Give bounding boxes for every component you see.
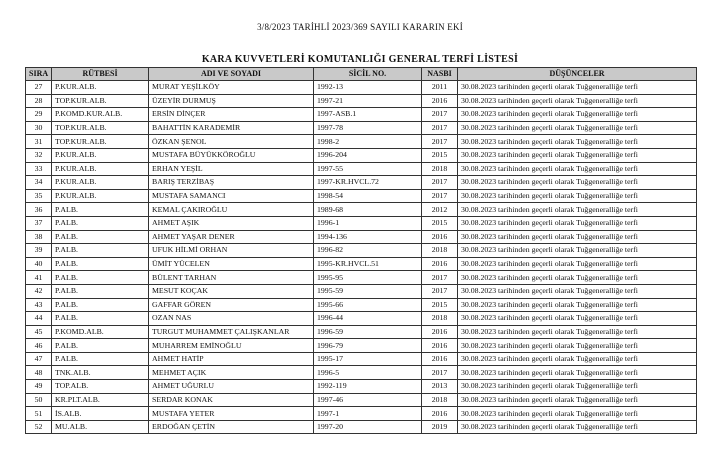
cell-nasbi: 2012 bbox=[422, 203, 458, 217]
column-header-sira: SIRA bbox=[26, 68, 52, 81]
cell-sira: 36 bbox=[26, 203, 52, 217]
cell-nasbi: 2015 bbox=[422, 216, 458, 230]
table-row bbox=[26, 325, 697, 339]
cell-ad-soyad: MURAT YEŞİLKÖY bbox=[149, 81, 314, 95]
table-row bbox=[26, 244, 697, 258]
cell-ad-soyad: TURGUT MUHAMMET ÇALIŞKANLAR bbox=[149, 325, 314, 339]
cell-rutbe: P.ALB. bbox=[52, 312, 149, 326]
cell-sira: 30 bbox=[26, 121, 52, 135]
cell-nasbi: 2017 bbox=[422, 366, 458, 380]
cell-ad-soyad: BAHATTİN KARADEMİR bbox=[149, 121, 314, 135]
cell-sira: 27 bbox=[26, 81, 52, 95]
cell-nasbi: 2017 bbox=[422, 176, 458, 190]
table-row bbox=[26, 366, 697, 380]
cell-sira: 33 bbox=[26, 162, 52, 176]
cell-dusunceler: 30.08.2023 tarihinden geçerli olarak Tuğgeneralliğe terfi bbox=[458, 94, 697, 108]
cell-sicil-no: 1995-95 bbox=[314, 271, 422, 285]
cell-ad-soyad: AHMET YAŞAR DENER bbox=[149, 230, 314, 244]
table-row bbox=[26, 189, 697, 203]
cell-dusunceler: 30.08.2023 tarihinden geçerli olarak Tuğgeneralliğe terfi bbox=[458, 420, 697, 434]
cell-ad-soyad: MEHMET AÇIK bbox=[149, 366, 314, 380]
cell-dusunceler: 30.08.2023 tarihinden geçerli olarak Tuğgeneralliğe terfi bbox=[458, 339, 697, 353]
cell-rutbe: P.ALB. bbox=[52, 230, 149, 244]
table-row bbox=[26, 380, 697, 394]
cell-sicil-no: 1989-68 bbox=[314, 203, 422, 217]
cell-dusunceler: 30.08.2023 tarihinden geçerli olarak Tuğgeneralliğe terfi bbox=[458, 121, 697, 135]
cell-sira: 52 bbox=[26, 420, 52, 434]
cell-ad-soyad: ÖZKAN ŞENOL bbox=[149, 135, 314, 149]
cell-ad-soyad: MUHARREM EMİNOĞLU bbox=[149, 339, 314, 353]
cell-dusunceler: 30.08.2023 tarihinden geçerli olarak Tuğgeneralliğe terfi bbox=[458, 189, 697, 203]
cell-nasbi: 2018 bbox=[422, 393, 458, 407]
cell-rutbe: KR.PLT.ALB. bbox=[52, 393, 149, 407]
table-row bbox=[26, 94, 697, 108]
cell-rutbe: TOP.KUR.ALB. bbox=[52, 135, 149, 149]
table-body bbox=[26, 81, 697, 434]
table-row bbox=[26, 108, 697, 122]
table-header bbox=[26, 68, 697, 81]
cell-sicil-no: 1997-21 bbox=[314, 94, 422, 108]
cell-sicil-no: 1995-59 bbox=[314, 284, 422, 298]
cell-dusunceler: 30.08.2023 tarihinden geçerli olarak Tuğgeneralliğe terfi bbox=[458, 380, 697, 394]
cell-sicil-no: 1992-13 bbox=[314, 81, 422, 95]
cell-nasbi: 2017 bbox=[422, 108, 458, 122]
cell-nasbi: 2016 bbox=[422, 352, 458, 366]
cell-sira: 44 bbox=[26, 312, 52, 326]
cell-sicil-no: 1997-ASB.1 bbox=[314, 108, 422, 122]
cell-rutbe: P.ALB. bbox=[52, 298, 149, 312]
cell-rutbe: P.KUR.ALB. bbox=[52, 176, 149, 190]
cell-ad-soyad: AHMET UĞURLU bbox=[149, 380, 314, 394]
table-row bbox=[26, 420, 697, 434]
cell-rutbe: İS.ALB. bbox=[52, 407, 149, 421]
cell-sicil-no: 1998-2 bbox=[314, 135, 422, 149]
cell-sira: 38 bbox=[26, 230, 52, 244]
cell-dusunceler: 30.08.2023 tarihinden geçerli olarak Tuğgeneralliğe terfi bbox=[458, 81, 697, 95]
cell-nasbi: 2017 bbox=[422, 135, 458, 149]
cell-rutbe: TNK.ALB. bbox=[52, 366, 149, 380]
cell-ad-soyad: UFUK HİLMİ ORHAN bbox=[149, 244, 314, 258]
cell-dusunceler: 30.08.2023 tarihinden geçerli olarak Tuğgeneralliğe terfi bbox=[458, 216, 697, 230]
cell-sicil-no: 1996-204 bbox=[314, 148, 422, 162]
table-row bbox=[26, 298, 697, 312]
cell-sicil-no: 1997-1 bbox=[314, 407, 422, 421]
decision-annex-header: 3/8/2023 TARİHLİ 2023/369 SAYILI KARARIN EKİ bbox=[257, 22, 463, 32]
cell-nasbi: 2016 bbox=[422, 94, 458, 108]
cell-ad-soyad: GAFFAR GÖREN bbox=[149, 298, 314, 312]
cell-sira: 47 bbox=[26, 352, 52, 366]
cell-dusunceler: 30.08.2023 tarihinden geçerli olarak Tuğgeneralliğe terfi bbox=[458, 108, 697, 122]
cell-sira: 40 bbox=[26, 257, 52, 271]
cell-nasbi: 2016 bbox=[422, 325, 458, 339]
cell-rutbe: P.ALB. bbox=[52, 271, 149, 285]
cell-ad-soyad: ÜMİT YÜCELEN bbox=[149, 257, 314, 271]
table-row bbox=[26, 284, 697, 298]
cell-dusunceler: 30.08.2023 tarihinden geçerli olarak Tuğgeneralliğe terfi bbox=[458, 298, 697, 312]
cell-ad-soyad: OZAN NAS bbox=[149, 312, 314, 326]
list-title: KARA KUVVETLERİ KOMUTANLIĞI GENERAL TERFİ LİSTESİ bbox=[201, 54, 519, 65]
cell-sicil-no: 1997-78 bbox=[314, 121, 422, 135]
cell-sicil-no: 1996-5 bbox=[314, 366, 422, 380]
cell-dusunceler: 30.08.2023 tarihinden geçerli olarak Tuğgeneralliğe terfi bbox=[458, 203, 697, 217]
column-header-dusunceler: DÜŞÜNCELER bbox=[458, 68, 697, 81]
cell-dusunceler: 30.08.2023 tarihinden geçerli olarak Tuğgeneralliğe terfi bbox=[458, 230, 697, 244]
promotion-table bbox=[25, 67, 697, 434]
cell-ad-soyad: MUSTAFA SAMANCI bbox=[149, 189, 314, 203]
cell-sicil-no: 1997-55 bbox=[314, 162, 422, 176]
cell-sicil-no: 1996-82 bbox=[314, 244, 422, 258]
cell-dusunceler: 30.08.2023 tarihinden geçerli olarak Tuğgeneralliğe terfi bbox=[458, 407, 697, 421]
cell-rutbe: P.KUR.ALB. bbox=[52, 162, 149, 176]
cell-sicil-no: 1995-KR.HVCL.51 bbox=[314, 257, 422, 271]
cell-ad-soyad: ÜZEYİR DURMUŞ bbox=[149, 94, 314, 108]
cell-dusunceler: 30.08.2023 tarihinden geçerli olarak Tuğgeneralliğe terfi bbox=[458, 176, 697, 190]
cell-nasbi: 2018 bbox=[422, 162, 458, 176]
cell-rutbe: P.ALB. bbox=[52, 257, 149, 271]
table-row bbox=[26, 81, 697, 95]
cell-sicil-no: 1995-17 bbox=[314, 352, 422, 366]
cell-ad-soyad: ERHAN YEŞİL bbox=[149, 162, 314, 176]
cell-ad-soyad: ERSİN DİNÇER bbox=[149, 108, 314, 122]
cell-rutbe: TOP.KUR.ALB. bbox=[52, 94, 149, 108]
cell-nasbi: 2017 bbox=[422, 284, 458, 298]
cell-nasbi: 2017 bbox=[422, 189, 458, 203]
table-row bbox=[26, 271, 697, 285]
cell-rutbe: P.KUR.ALB. bbox=[52, 189, 149, 203]
cell-sira: 50 bbox=[26, 393, 52, 407]
table-row bbox=[26, 162, 697, 176]
cell-sira: 39 bbox=[26, 244, 52, 258]
table-row bbox=[26, 203, 697, 217]
cell-ad-soyad: BÜLENT TARHAN bbox=[149, 271, 314, 285]
cell-dusunceler: 30.08.2023 tarihinden geçerli olarak Tuğgeneralliğe terfi bbox=[458, 366, 697, 380]
cell-sicil-no: 1992-119 bbox=[314, 380, 422, 394]
cell-sira: 48 bbox=[26, 366, 52, 380]
cell-sira: 41 bbox=[26, 271, 52, 285]
cell-rutbe: TOP.ALB. bbox=[52, 380, 149, 394]
cell-rutbe: TOP.KUR.ALB. bbox=[52, 121, 149, 135]
cell-sira: 51 bbox=[26, 407, 52, 421]
cell-rutbe: P.KUR.ALB. bbox=[52, 148, 149, 162]
column-header-nasbi: NASBI bbox=[422, 68, 458, 81]
table-row bbox=[26, 339, 697, 353]
cell-nasbi: 2018 bbox=[422, 312, 458, 326]
cell-ad-soyad: BARIŞ TERZİBAŞ bbox=[149, 176, 314, 190]
cell-sira: 49 bbox=[26, 380, 52, 394]
cell-rutbe: P.KOMD.ALB. bbox=[52, 325, 149, 339]
cell-nasbi: 2016 bbox=[422, 339, 458, 353]
cell-sicil-no: 1997-46 bbox=[314, 393, 422, 407]
cell-nasbi: 2017 bbox=[422, 121, 458, 135]
cell-rutbe: P.ALB. bbox=[52, 284, 149, 298]
cell-ad-soyad: KEMAL ÇAKIROĞLU bbox=[149, 203, 314, 217]
cell-sicil-no: 1997-20 bbox=[314, 420, 422, 434]
cell-ad-soyad: MESUT KOÇAK bbox=[149, 284, 314, 298]
cell-dusunceler: 30.08.2023 tarihinden geçerli olarak Tuğgeneralliğe terfi bbox=[458, 257, 697, 271]
cell-sira: 37 bbox=[26, 216, 52, 230]
cell-ad-soyad: MUSTAFA YETER bbox=[149, 407, 314, 421]
cell-sira: 45 bbox=[26, 325, 52, 339]
table-row bbox=[26, 393, 697, 407]
cell-dusunceler: 30.08.2023 tarihinden geçerli olarak Tuğgeneralliğe terfi bbox=[458, 271, 697, 285]
cell-dusunceler: 30.08.2023 tarihinden geçerli olarak Tuğgeneralliğe terfi bbox=[458, 244, 697, 258]
cell-rutbe: P.ALB. bbox=[52, 203, 149, 217]
cell-dusunceler: 30.08.2023 tarihinden geçerli olarak Tuğgeneralliğe terfi bbox=[458, 148, 697, 162]
cell-sicil-no: 1998-54 bbox=[314, 189, 422, 203]
cell-sira: 28 bbox=[26, 94, 52, 108]
cell-dusunceler: 30.08.2023 tarihinden geçerli olarak Tuğgeneralliğe terfi bbox=[458, 393, 697, 407]
cell-dusunceler: 30.08.2023 tarihinden geçerli olarak Tuğgeneralliğe terfi bbox=[458, 325, 697, 339]
cell-rutbe: P.ALB. bbox=[52, 352, 149, 366]
cell-rutbe: P.KOMD.KUR.ALB. bbox=[52, 108, 149, 122]
cell-rutbe: MU.ALB. bbox=[52, 420, 149, 434]
table-row bbox=[26, 230, 697, 244]
table-row bbox=[26, 352, 697, 366]
table-row bbox=[26, 121, 697, 135]
cell-rutbe: P.KUR.ALB. bbox=[52, 81, 149, 95]
cell-ad-soyad: MUSTAFA BÜYÜKKÖROĞLU bbox=[149, 148, 314, 162]
cell-ad-soyad: AHMET HATİP bbox=[149, 352, 314, 366]
cell-rutbe: P.ALB. bbox=[52, 216, 149, 230]
cell-rutbe: P.ALB. bbox=[52, 339, 149, 353]
cell-sira: 34 bbox=[26, 176, 52, 190]
cell-sicil-no: 1995-66 bbox=[314, 298, 422, 312]
table-row bbox=[26, 135, 697, 149]
cell-sicil-no: 1996-44 bbox=[314, 312, 422, 326]
cell-nasbi: 2013 bbox=[422, 380, 458, 394]
cell-sicil-no: 1996-79 bbox=[314, 339, 422, 353]
cell-sicil-no: 1994-136 bbox=[314, 230, 422, 244]
cell-dusunceler: 30.08.2023 tarihinden geçerli olarak Tuğgeneralliğe terfi bbox=[458, 352, 697, 366]
cell-nasbi: 2016 bbox=[422, 257, 458, 271]
table-row bbox=[26, 257, 697, 271]
cell-ad-soyad: AHMET AŞIK bbox=[149, 216, 314, 230]
cell-sira: 46 bbox=[26, 339, 52, 353]
cell-nasbi: 2019 bbox=[422, 420, 458, 434]
table-row bbox=[26, 176, 697, 190]
cell-rutbe: P.ALB. bbox=[52, 244, 149, 258]
cell-sira: 35 bbox=[26, 189, 52, 203]
table-row bbox=[26, 312, 697, 326]
cell-sira: 29 bbox=[26, 108, 52, 122]
cell-dusunceler: 30.08.2023 tarihinden geçerli olarak Tuğgeneralliğe terfi bbox=[458, 162, 697, 176]
cell-nasbi: 2017 bbox=[422, 271, 458, 285]
column-header-rutbe: RÜTBESİ bbox=[52, 68, 149, 81]
cell-sira: 42 bbox=[26, 284, 52, 298]
cell-sira: 31 bbox=[26, 135, 52, 149]
table-row bbox=[26, 216, 697, 230]
cell-sira: 43 bbox=[26, 298, 52, 312]
cell-nasbi: 2018 bbox=[422, 244, 458, 258]
cell-nasbi: 2016 bbox=[422, 230, 458, 244]
cell-nasbi: 2015 bbox=[422, 298, 458, 312]
cell-sira: 32 bbox=[26, 148, 52, 162]
column-header-ad-soyad: ADI VE SOYADI bbox=[149, 68, 314, 81]
cell-nasbi: 2015 bbox=[422, 148, 458, 162]
cell-nasbi: 2011 bbox=[422, 81, 458, 95]
cell-ad-soyad: SERDAR KONAK bbox=[149, 393, 314, 407]
table-row bbox=[26, 407, 697, 421]
cell-dusunceler: 30.08.2023 tarihinden geçerli olarak Tuğgeneralliğe terfi bbox=[458, 284, 697, 298]
cell-sicil-no: 1996-1 bbox=[314, 216, 422, 230]
cell-dusunceler: 30.08.2023 tarihinden geçerli olarak Tuğgeneralliğe terfi bbox=[458, 312, 697, 326]
cell-sicil-no: 1997-KR.HVCL.72 bbox=[314, 176, 422, 190]
table-row bbox=[26, 148, 697, 162]
cell-ad-soyad: ERDOĞAN ÇETİN bbox=[149, 420, 314, 434]
column-header-sicil-no: SİCİL NO. bbox=[314, 68, 422, 81]
cell-sicil-no: 1996-59 bbox=[314, 325, 422, 339]
cell-dusunceler: 30.08.2023 tarihinden geçerli olarak Tuğgeneralliğe terfi bbox=[458, 135, 697, 149]
cell-nasbi: 2016 bbox=[422, 407, 458, 421]
